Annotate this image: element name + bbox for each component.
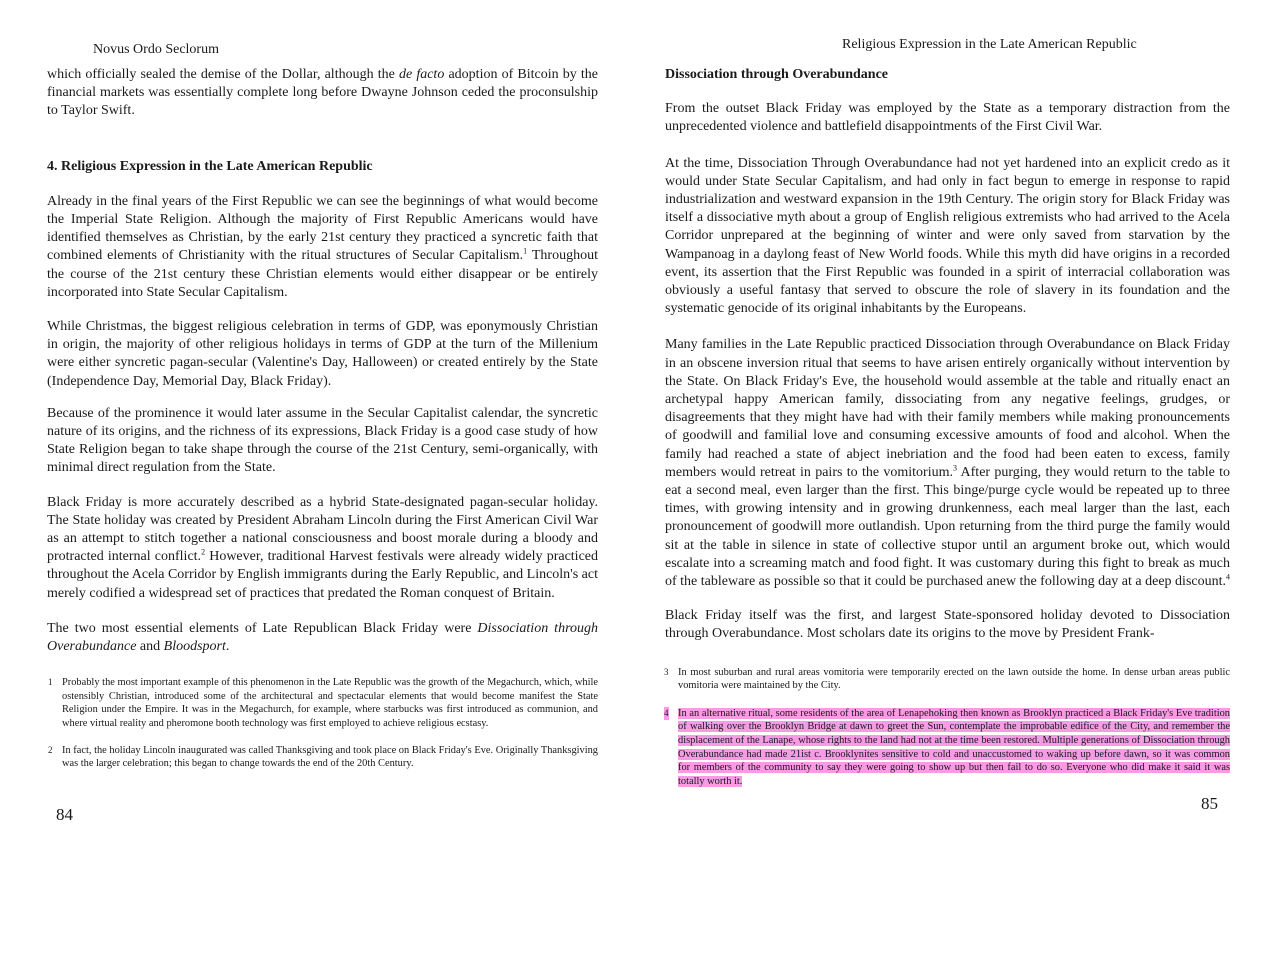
text: Throughout the course of the 21st century these Christian elements would either disappear or be entirely incorporated into State Secular Capitalism. [47,248,598,300]
section-heading: Dissociation through Overabundance [665,67,888,82]
text: which officially sealed the demise of the Dollar, although the [47,67,399,82]
italic-text: Bloodsport [163,639,226,655]
text: Black Friday is more accurately described as a hybrid State-designated pagan-secular holiday. The State holiday was created by President Abraham Lincoln during the First American Civil War as an attempt to stitch together a national consciousness and boost morale during a bloody and protracted internal conflict. [47,494,598,565]
footnote-number: 3 [664,666,669,677]
running-head: Novus Ordo Seclorum [93,42,219,57]
footnote-number: 1 [48,677,53,688]
footnote [48,676,598,730]
paragraph: At the time, Dissociation Through Overabundance had not yet hardened into an explicit credo as it would under State Secular Capitalism, and had only in fact begun to emerge in response to rapid industrialization and westward expansion in the 19th Century. The origin story for Black Friday was itself a dissociative myth about a group of English religious extremists who had arrived to the Acela Corridor unprepared at the beginning of winter and were only saved from starvation by the Wampanoag in a daylong feast of New World foods. While this myth did have origins in a recorded event, its assertion that the First Republic was founded in a spirit of interracial collaboration was obviously a useful fantasy that served to obscure the role of slavery in its foundation and the systematic genocide of its original inhabitants by the Europeans. [665,155,1230,317]
footnote-ref[interactable]: 4 [1226,572,1230,582]
text: The two most essential elements of Late Republican Black Friday were [47,620,478,636]
footnote-ref[interactable]: 3 [952,463,957,473]
footnote [48,744,598,771]
paragraph: Black Friday itself was the first, and largest State-sponsored holiday devoted to Dissociation through Overabundance. Most scholars date its origins to the move by President Frank- [665,608,1230,642]
italic-text: Dissociation through Overabundance [47,620,598,655]
footnote-text: In an alternative ritual, some residents of the area of Lenapehoking then known as Brooklyn practiced a Black Friday's Eve tradition of walking over the Brooklyn Bridge at dawn to greet the Sun, contemplate the improbable edifice of the City, and remember the displacement of the Lanape, whose rights to the land had not at the time been restored. Multiple generations of Dissociation through Overabundance had made 21ist c. Brooklynites sensitive to cold and unaccustomed to waking up before dawn, so it was common for members of the community to say they were going to show up but then fail to do so. Everyone who did make it said it was totally worth it. [678,707,1230,787]
page-number: 84 [56,804,73,824]
text: adoption of Bitcoin by the financial markets was essentially complete long before Dwayne Johnson ceded the proconsulship to Taylor Swift. [47,67,599,119]
footnote-number: 2 [48,744,53,755]
text: After purging, they would return to the table to eat a second meal, even larger than the first. This binge/purge cycle would be repeated up to three times, with growing intensity and in growing drunkenness, each meal larger than the last, each pronouncement of goodwill more outlandish. Upon returning from the third purge the family would sit at the table in silence in state of collective stupor until an argument broke out, which would escalate into a screaming match and food fight. It was customary during this fight to break as much of the tableware as possible so that it could be purchased anew the following day at a deep discount. [665,464,1230,590]
paragraph [47,66,598,121]
paragraph: Because of the prominence it would later assume in the Secular Capitalist calendar, the syncretic nature of its origins, and the richness of its expressions, Black Friday is a good case study of how State Religion began to take shape through the course of the 21st Century, semi-organically, with minimal direct regulation from the State. [47,405,598,476]
paragraph: While Christmas, the biggest religious celebration in terms of GDP, was eponymously Christian in origin, the majority of other religious holidays in terms of GDP at the turn of the Millenium were either syncretic pagan-secular (Valentine's Day, Halloween) or created entirely by the State (Independence Day, Memorial Day, Black Friday). [47,319,598,389]
footnote-text: Probably the most important example of this phenomenon in the Late Republic was the growth of the Megachurch, which, while ostensibly Christian, introduced some of the architectural and spectacular elements that would become manifest the State Religion under the Empire. It was in the Megachurch, for example, where starbucks was first introduced as communion, and where virtual reality and pheromone booth technology was first employed to achieve religious ecstasy. [62,677,598,730]
footnote-text: In most suburban and rural areas vomitoria were temporarily erected on the lawn outside the home. In dense urban areas public vomitoria were maintained by the City. [678,666,1230,692]
text: Already in the final years of the First Republic we can see the beginnings of what would become the Imperial State Religion. Although the majority of First Republic Americans would have identified themselves as Christian, by the early 21st century they practiced a syncretic faith that combined elements of Christianity with the ritual structures of Secular Capitalism. [47,193,598,264]
page-number: 85 [1201,794,1218,814]
left-page [47,0,598,825]
text: and [136,639,164,655]
paragraph: From the outset Black Friday was employed by the State as a temporary distraction from the unprecedented violence and battlefield disappointments of the First Civil War. [665,101,1230,135]
italic-text: de facto [398,67,445,82]
text: . [225,639,230,655]
paragraph [47,620,598,656]
right-page [665,0,1230,814]
paragraph [665,336,1230,591]
footnote-number: 4 [664,707,669,721]
footnote-ref[interactable]: 2 [201,547,206,557]
text: Many families in the Late Republic practiced Dissociation through Overabundance on Black Friday in an obscene inversion ritual that seems to have arisen entirely organically without intervention by the State. On Black Friday's Eve, the household would assemble at the table and ritually enact an archetypal happy American family, dissociating from any negative feelings, grudges, or disagreements that they might have had with their family members while making pronouncements of goodwill and familial love and consuming excessive amounts of food and alcohol. When the family had reached a state of abject inebriation and the food had been eaten to excess, family members would retreat in pairs to the vomitorium. [665,337,1230,480]
running-head: Religious Expression in the Late American Republic [842,37,1137,52]
text: However, traditional Harvest festivals were already widely practiced throughout the Acela Corridor by English immigrants during the Early Republic, and Lincoln's act merely codified a widespread set of practices that predated the Roman conquest of Britain. [47,549,599,601]
paragraph [47,494,598,603]
section-heading: 4. Religious Expression in the Late American Republic [47,158,373,174]
footnote-text: In fact, the holiday Lincoln inaugurated was called Thanksgiving and took place on Black Friday's Eve. Originally Thanksgiving was the larger celebration; this began to change towards the end of the 20th Century. [62,744,598,770]
highlighted-footnote [664,707,1230,789]
footnote [664,666,1230,693]
footnote-ref[interactable]: 1 [523,246,528,256]
paragraph [47,193,598,302]
